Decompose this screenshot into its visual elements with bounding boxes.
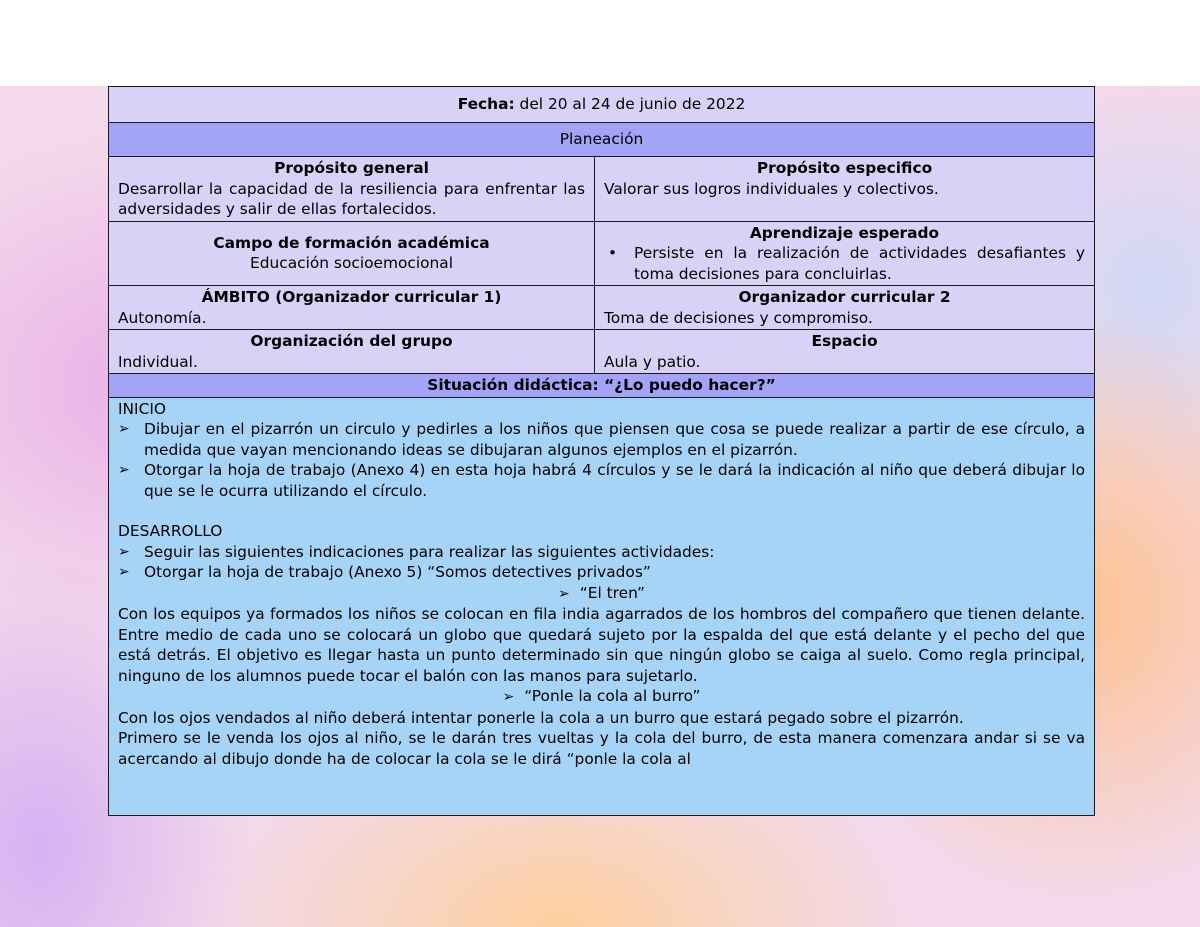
organizer2-title: Organizador curricular 2 [738,288,951,306]
expected-learning-cell [595,221,1095,286]
situation-title: Situación didáctica: “¿Lo puedo hacer?” [109,374,1095,398]
tren-heading [118,583,1085,605]
list-item-text: Otorgar la hoja de trabajo (Anexo 4) en esta hoja habrá 4 círculos y se le dará la indicación al niño que deberá dibujar lo que se le ocurra utilizando el círculo. [144,461,1086,500]
academic-field-title: Campo de formación académica [213,233,490,252]
activities-content [118,399,1085,814]
arrowhead-bullet-icon: ➢ [118,462,130,478]
field-row [109,221,1095,286]
planning-header-row [109,123,1095,157]
burro-heading [118,686,1085,708]
list-item [118,460,1085,501]
date-cell [109,87,1095,123]
specific-purpose-title: Propósito especifico [756,159,933,177]
purpose-row [109,157,1095,222]
academic-field-text: Educación socioemocional [249,254,454,273]
arrowhead-bullet-icon: ➢ [558,585,570,602]
expected-learning-item [604,243,1085,284]
list-item [118,542,1085,563]
desarrollo-title: DESARROLLO [118,522,223,540]
bullet-dot-icon: • [608,244,618,262]
burro-text-2: Primero se le venda los ojos al niño, se le darán tres vueltas y la cola del burro, de esta manera comenzara andar si se va acercando al dibujo donde ha de colocar la cola se le dirá “ponle la cola al [118,729,1086,768]
content-row [109,397,1095,815]
tren-title: “El tren” [579,583,645,602]
arrowhead-bullet-icon: ➢ [118,543,130,560]
list-item [118,419,1085,460]
date-value: del 20 al 24 de junio de 2022 [514,95,746,114]
activities-cell [109,397,1095,815]
specific-purpose-cell [595,157,1095,222]
list-item-text: Otorgar la hoja de trabajo (Anexo 5) “Somos detectives privados” [144,563,651,581]
space-title: Espacio [811,332,878,350]
organizer2-cell [595,286,1095,330]
planning-header: Planeación [109,123,1095,157]
list-item-text: Dibujar en el pizarrón un circulo y pedirles a los niños que piensen que cosa se puede realizar a partir de ese círculo, a medida que vayan mencionando ideas se dibujaran algunos ejemplos en el pizarrón. [144,420,1086,459]
group-organization-cell [109,330,595,374]
planning-table [108,86,1095,816]
inicio-title: INICIO [118,399,166,418]
group-organization-text: Individual. [118,352,198,371]
specific-purpose-text: Valorar sus logros individuales y colectivos. [604,179,939,198]
expected-learning-text: Persiste en la realización de actividades desafiantes y toma decisiones para concluirlas. [634,244,1086,283]
expected-learning-title: Aprendizaje esperado [749,223,940,242]
academic-field-cell [109,221,595,286]
ambito-title: ÁMBITO (Organizador curricular 1) [201,288,502,306]
burro-text-1: Con los ojos vendados al niño deberá intentar ponerle la cola a un burro que estará pegado sobre el pizarrón. [118,708,964,727]
arrowhead-bullet-icon: ➢ [118,564,130,580]
date-row [109,87,1095,123]
general-purpose-title: Propósito general [274,159,429,177]
burro-title: “Ponle la cola al burro” [524,687,701,705]
list-item-text: Seguir las siguientes indicaciones para realizar las siguientes actividades: [144,542,715,561]
tren-text: Con los equipos ya formados los niños se colocan en fila india agarrados de los hombros del compañero que tienen delante. Entre medio de cada uno se colocará un globo que quedará sujeto por la espalda del que está delante y el pecho del que está detrás. El objetivo es llegar hasta un punto determinado sin que ningún globo se caiga al suelo. Como regla principal, ninguno de los alumnos puede tocar el balón con las manos para sujetarlo. [118,605,1086,685]
date-label: Fecha: [457,95,515,114]
general-purpose-cell [109,157,595,222]
arrowhead-bullet-icon: ➢ [502,689,515,705]
space-text: Aula y patio. [604,352,701,371]
situation-row [109,374,1095,398]
list-item [118,562,1085,583]
general-purpose-text: Desarrollar la capacidad de la resiliencia para enfrentar las adversidades y salir de ellas fortalecidos. [118,179,585,218]
group-organization-title: Organización del grupo [250,332,453,350]
organizer2-text: Toma de decisiones y compromiso. [604,308,873,327]
organizer-row [109,286,1095,330]
group-row [109,330,1095,374]
ambito-text: Autonomía. [118,308,207,327]
arrowhead-bullet-icon: ➢ [118,421,130,437]
space-cell [595,330,1095,374]
ambito-cell [109,286,595,330]
